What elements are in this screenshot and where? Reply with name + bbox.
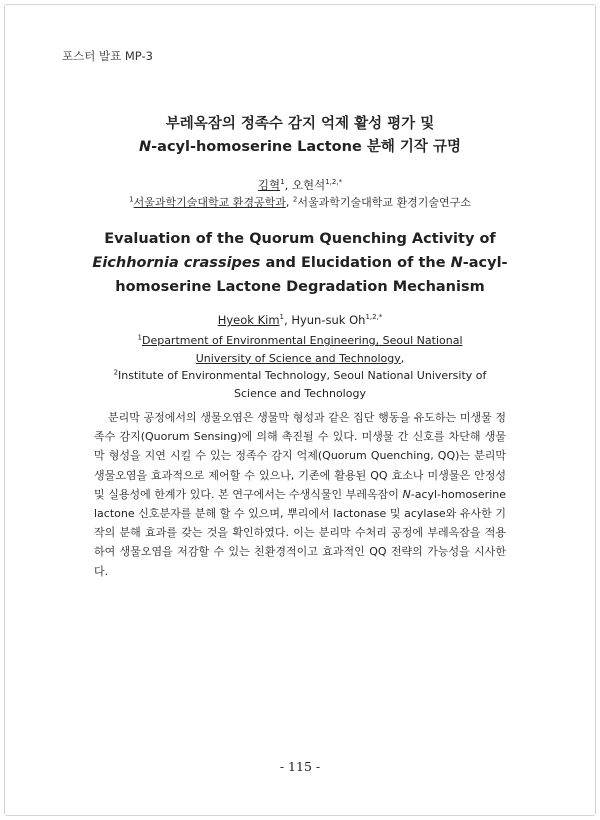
english-title-part3: -acyl-homoserine Lactone Degradation Mechanism	[115, 255, 508, 295]
english-affil-2: Institute of Environmental Technology, Seoul National University of Science and Technology	[118, 369, 487, 400]
english-title-species: Eichhornia crassipes	[92, 255, 261, 271]
english-author-2-sup: 1,2,*	[365, 313, 383, 322]
english-affil-1-end: ,	[400, 351, 405, 365]
korean-affil-1: 서울과학기술대학교 환경공학과	[133, 196, 286, 209]
abstract-paragraph	[94, 408, 506, 581]
korean-affil-2: 서울과학기술대학교 환경기술연구소	[297, 196, 471, 209]
korean-title-line1: 부레옥잠의 정족수 감지 억제 활성 평가 및	[165, 116, 435, 132]
english-authors	[0, 313, 600, 327]
english-author-2: Hyun-suk Oh	[291, 313, 366, 327]
korean-affiliations	[0, 194, 600, 210]
korean-author-1-sup: 1	[280, 178, 285, 187]
korean-affil-1-sup: 1	[129, 195, 134, 204]
korean-title-line2-rest: -acyl-homoserine Lactone 분해 기작 규명	[151, 139, 461, 155]
korean-title-line2	[0, 135, 600, 156]
english-affiliations	[110, 332, 490, 402]
english-author-1: Hyeok Kim	[217, 313, 280, 327]
english-affil-1-sup: 1	[137, 333, 142, 342]
english-affil-2-sup: 2	[113, 368, 119, 377]
korean-author-1: 김혁	[257, 178, 281, 192]
english-title-part1: Evaluation of the Quorum Quenching Activity of	[104, 231, 496, 247]
korean-author-sep: ,	[284, 178, 292, 192]
english-author-1-sup: 1	[279, 313, 284, 322]
english-author-sep: ,	[284, 313, 292, 327]
english-affil-1: Department of Environmental Engineering, Seoul National University of Science and Technology	[141, 334, 463, 365]
korean-title-italic-n: N	[139, 139, 152, 155]
korean-affil-2-sup: 2	[292, 195, 298, 204]
english-title-italic-n: N	[450, 255, 463, 271]
page-number: - 115 -	[279, 759, 321, 774]
korean-affil-sep: ,	[285, 196, 293, 209]
abstract-part2: -acyl-homoserine lactone 신호분자를 분해 할 수 있으며, 뿌리에서 lactonase 및 acylase와 유사한 기작의 분해 효과를 갖는 것을 확인하였다. 이는 분리막 수처리 공정에 부레옥잠을 적용하여 생물오염을 저감할 수 있는 친환경적이고 효과적인 QQ 전략의 가능성을 시사한다.	[94, 487, 506, 578]
english-title-part2: and Elucidation of the	[260, 255, 451, 271]
session-tag: 포스터 발표 MP-3	[62, 49, 153, 63]
korean-author-2: 오현석	[291, 178, 326, 192]
abstract-part1: 분리막 공정에서의 생물오염은 생물막 형성과 같은 집단 행동을 유도하는 미생물 정족수 감지(Quorum Sensing)에 의해 촉진될 수 있다. 미생물 간 신호를 차단해 생물막 형성을 지연 시킬 수 있는 정족수 감지 억제(Quorum Quenching, QQ)는 분리막 생물오염을 효과적으로 제어할 수 있으나, 기존에 활용된 QQ 효소나 미생물은 안정성 및 실용성에 한계가 있다. 본 연구에서는 수생식물인 부레옥잠이	[94, 411, 506, 501]
korean-authors	[0, 177, 600, 193]
abstract-italic-n: N	[402, 487, 411, 501]
english-title	[85, 227, 515, 299]
korean-author-2-sup: 1,2,*	[325, 178, 343, 187]
